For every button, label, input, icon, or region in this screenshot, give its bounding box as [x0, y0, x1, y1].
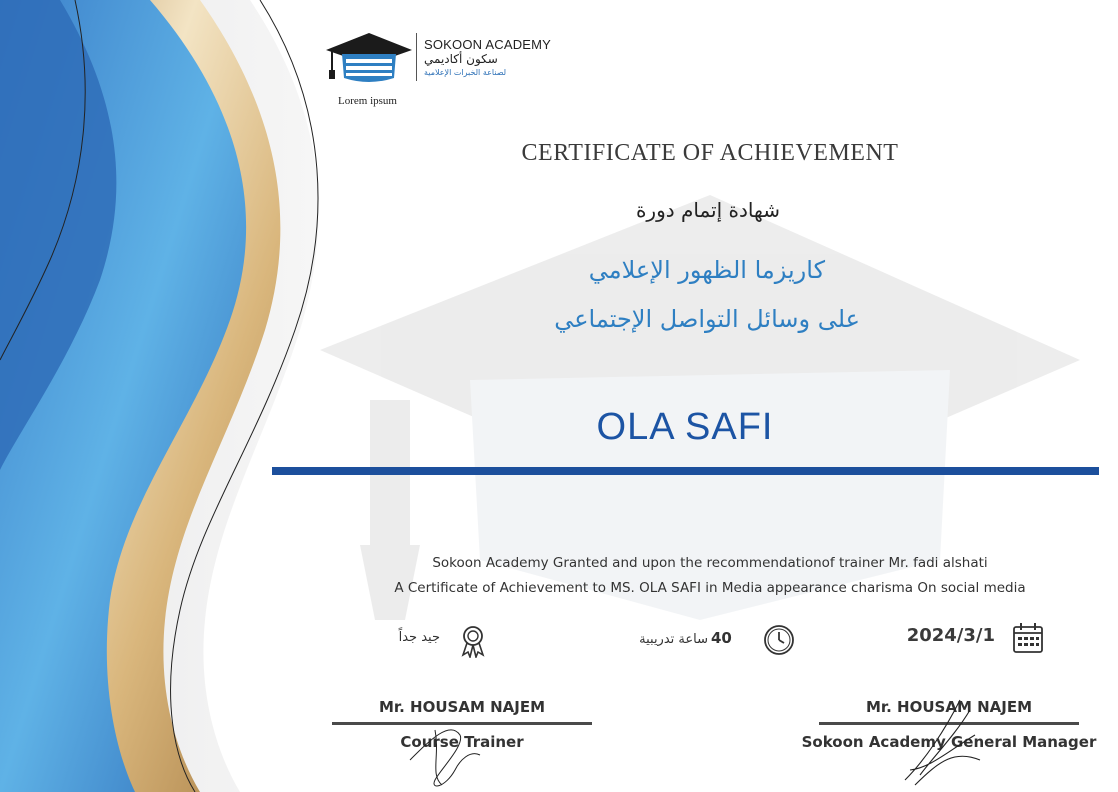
grade-label: جيد جداً: [398, 630, 440, 645]
logo-caption: Lorem ipsum: [338, 95, 397, 107]
recipient-name: OLA SAFI: [596, 406, 774, 448]
hours-value: 40: [711, 629, 732, 647]
calendar-icon: [1011, 621, 1045, 655]
signature-1-handwriting: [400, 700, 490, 792]
recipient-underline: [272, 467, 1099, 475]
course-title-line2: على وسائل التواصل الإجتماعي: [554, 305, 860, 333]
signature-2-role: Sokoon Academy General Manager: [801, 733, 1097, 751]
hours-label: ساعة تدريبية: [639, 632, 708, 647]
statement-line-1: Sokoon Academy Granted and upon the recommendationof trainer Mr. fadi alshati: [432, 555, 988, 571]
logo-name-en: SOKOON ACADEMY: [424, 37, 552, 52]
logo-tagline-ar: لصناعة الخبرات الإعلامية: [424, 68, 507, 77]
issue-date: 2024/3/1: [906, 625, 995, 646]
award-ribbon-icon: [457, 624, 489, 658]
academy-logo-icon: [324, 30, 414, 88]
signature-1-name: Mr. HOUSAM NAJEM: [378, 698, 546, 716]
signature-1-role: Course Trainer: [400, 733, 524, 751]
signature-2-name: Mr. HOUSAM NAJEM: [865, 698, 1033, 716]
certificate-subtitle-ar: شهادة إتمام دورة: [635, 198, 780, 222]
certificate-title: CERTIFICATE OF ACHIEVEMENT: [521, 140, 899, 166]
course-title-line1: كاريزما الظهور الإعلامي: [588, 256, 825, 284]
logo-name-ar: سكون أكاديمي: [424, 52, 498, 66]
clock-icon: [763, 624, 795, 656]
statement-line-2: A Certificate of Achievement to MS. OLA SAFI in Media appearance charisma On social media: [394, 580, 1026, 596]
signature-2-handwriting: [900, 690, 990, 790]
logo-separator: [416, 33, 417, 81]
